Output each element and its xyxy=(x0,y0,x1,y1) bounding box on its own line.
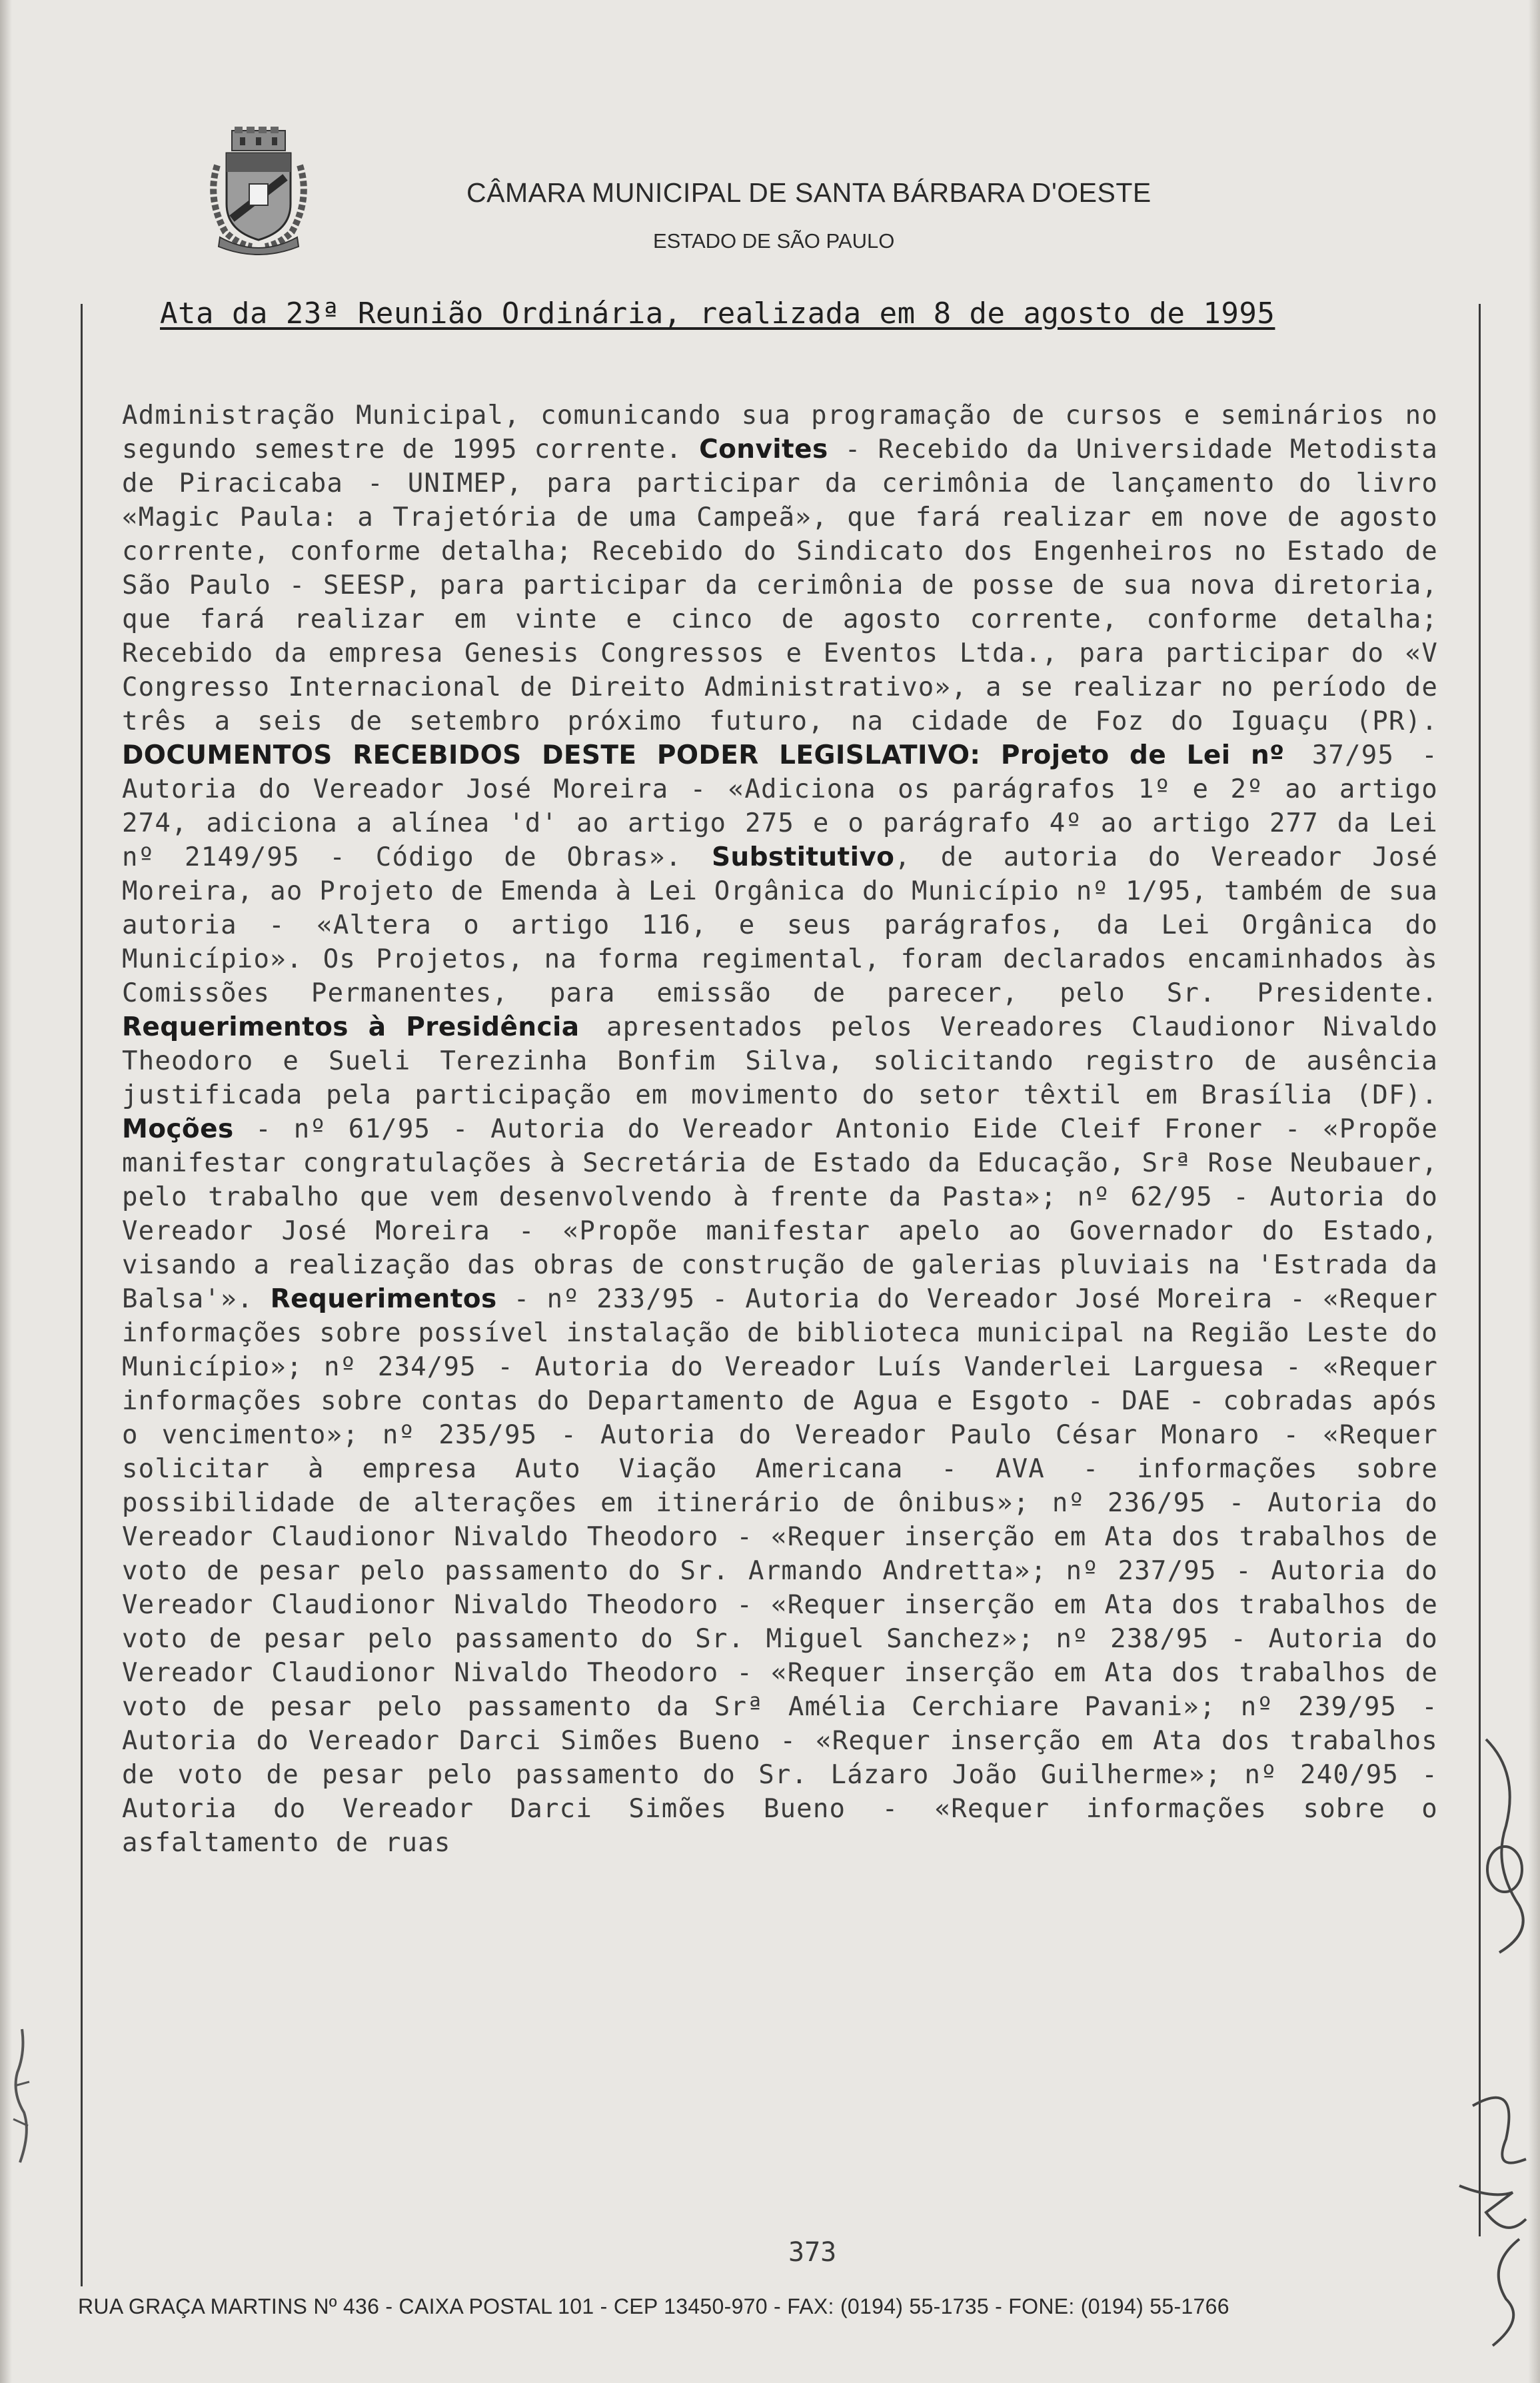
handwritten-signature-icon xyxy=(1446,1733,1533,2352)
body-segment: Administração Municipal, comunicando sua programação de cursos e seminários no segundo semestre de 1995 corrente. xyxy=(122,400,1438,464)
body-segment: - Recebido da Universidade Metodista de Piracicaba - UNIMEP, para participar da cerimônia de lançamento do livro «Magic Paula: a Trajetória de uma Campeã», que fará realizar em nove de agosto corrente, conforme detalha; Recebido do Sindicato dos Engenheiros no Estado de São Paulo - SEESP, para participar da cerimônia de posse de sua nova diretoria, que fará realizar em vinte e cinco de agosto corrente, conforme detalha; Recebido da empresa Genesis Congressos e Eventos Ltda., para participar do «V Congresso Internacional de Direito Administrativo», a se realizar no período de três a seis de setembro próximo futuro, na cidade de Foz do Iguaçu (PR). xyxy=(122,434,1438,736)
body-segment: 37/95 - Autoria do Vereador José Moreira - «Adiciona os parágrafos 1º e 2º ao artigo 274, adiciona a alínea 'd' ao artigo 275 e o parágrafo 4º ao artigo 277 da Lei nº 2149/95 - Código de Obras». xyxy=(122,740,1438,872)
body-segment: - nº 61/95 - Autoria do Vereador Antonio Eide Cleif Froner - «Propõe manifestar congratulações à Secretária de Estado da Educação, Srª Rose Neubauer, pelo trabalho que vem desenvolvendo à frente da Pasta»; nº 62/95 - Autoria do Vereador José Moreira - «Propõe manifestar apelo ao Governador do Estado, visando a realização das obras de construção de galerias pluviais na 'Estrada da Balsa'». xyxy=(122,1114,1438,1314)
document-title: Ata da 23ª Reunião Ordinária, realizada em 8 de agosto de 1995 xyxy=(160,297,1275,331)
state-name: ESTADO DE SÃO PAULO xyxy=(653,229,895,253)
organization-name: CÂMARA MUNICIPAL DE SANTA BÁRBARA D'OESTE xyxy=(466,177,1152,208)
section-heading: Substitutivo xyxy=(711,842,895,872)
page-number: 373 xyxy=(788,2237,837,2268)
body-segment: apresentados pelos Vereadores Claudionor Nivaldo Theodoro e Sueli Terezinha Bonfim Silva, solicitando registro de ausência justificada pela participação em movimento do setor têxtil em Brasília (DF). xyxy=(122,1012,1438,1110)
section-heading: DOCUMENTOS RECEBIDOS DESTE PODER LEGISLATIVO: Projeto de Lei nº xyxy=(122,740,1285,770)
section-heading: Convites xyxy=(699,434,828,464)
body-segment: - nº 233/95 - Autoria do Vereador José Moreira - «Requer informações sobre possível instalação de biblioteca municipal na Região Leste do Município»; nº 234/95 - Autoria do Vereador Luís Vanderlei Larguesa - «Requer informações sobre contas do Departamento de Agua e Esgoto - DAE - cobradas após o vencimento»; nº 235/95 - Autoria do Vereador Paulo César Monaro - «Requer solicitar à empresa Auto Viação Americana - AVA - informações sobre possibilidade de alterações em itinerário de ônibus»; nº 236/95 - Autoria do Vereador Claudionor Nivaldo Theodoro - «Requer inserção em Ata dos trabalhos de voto de pesar pelo passamento do Sr. Armando Andretta»; nº 237/95 - Autoria do Vereador Claudionor Nivaldo Theodoro - «Requer inserção em Ata dos trabalhos de voto de pesar pelo passamento do Sr. Miguel Sanchez»; nº 238/95 - Autoria do Vereador Claudionor Nivaldo Theodoro - «Requer inserção em Ata dos trabalhos de voto de pesar pelo passamento da Srª Amélia Cerchiare Pavani»; nº 239/95 - Autoria do Vereador Darci Simões Bueno - «Requer inserção em Ata dos trabalhos de voto de pesar pelo passamento do Sr. Lázaro João Guilherme»; nº 240/95 - Autoria do Vereador Darci Simões Bueno - «Requer informações sobre o asfaltamento de ruas xyxy=(122,1284,1438,1858)
municipal-coat-of-arms-icon xyxy=(205,125,312,255)
margin-rule-left xyxy=(81,304,83,2286)
body-segment: , de autoria do Vereador José Moreira, ao Projeto de Emenda à Lei Orgânica do Município nº 1/95, também de sua autoria - «Altera o artigo 116, e seus parágrafos, da Lei Orgânica do Município». Os Projetos, na forma regimental, foram declarados encaminhados às Comissões Permanentes, para emissão de parecer, pelo Sr. Presidente. xyxy=(122,842,1438,1008)
footer-address: RUA GRAÇA MARTINS Nº 436 - CAIXA POSTAL 101 - CEP 13450-970 - FAX: (0194) 55-1735 - FONE: (0194) 55-1766 xyxy=(78,2294,1229,2318)
minutes-body-text xyxy=(122,398,1438,1860)
section-heading: Moções xyxy=(122,1114,234,1144)
handwritten-initials-icon xyxy=(5,2026,39,2166)
section-heading: Requerimentos xyxy=(270,1284,497,1314)
section-heading: Requerimentos à Presidência xyxy=(122,1012,580,1042)
